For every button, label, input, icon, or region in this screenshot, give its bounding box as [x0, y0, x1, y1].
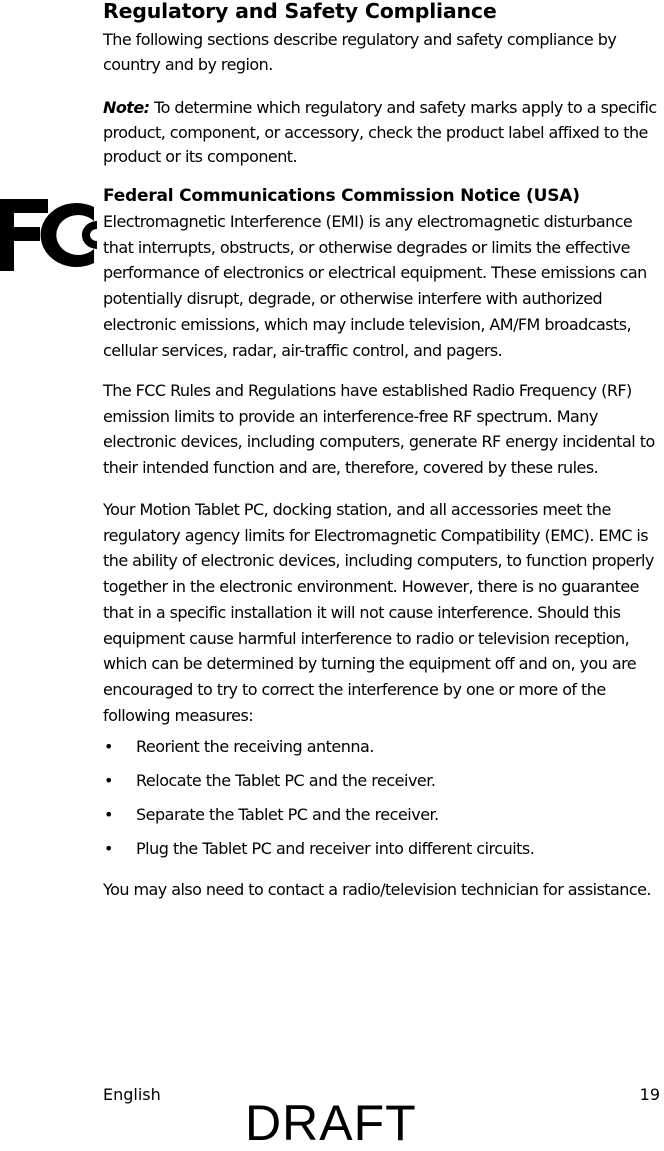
list-item: • Relocate the Tablet PC and the receiver.: [103, 767, 664, 801]
fcc-rules-paragraph: The FCC Rules and Regulations have established Radio Frequency (RF) emission limits to provide an interference-free RF spectrum. Many electronic devices, including computers, generate RF energy incidental to their intended function and are, therefore, covered by these rules.: [103, 381, 655, 478]
page-title: Regulatory and Safety Compliance: [103, 0, 497, 23]
emi-paragraph: Electromagnetic Interference (EMI) is any electromagnetic disturbance that interrupts, obstructs, or otherwise degrades or limits the effective performance of electronics or electrical equipment. These emissions can potentially disrupt, degrade, or otherwise interfere with authorized electronic emissions, which may include television, AM/FM broadcasts, cellular services, radar, air-traffic control, and pagers.: [103, 212, 647, 360]
draft-watermark: DRAFT: [245, 1095, 417, 1151]
bullet-icon: •: [104, 805, 113, 824]
emc-paragraph: Your Motion Tablet PC, docking station, and all accessories meet the regulatory agency limits for Electromagnetic Compatibility (EMC). EMC is the ability of electronic devices, including computers, to function properly together in the electronic environment. However, there is no guarantee that in a specific installation it will not cause interference. Should this equipment cause harmful interference to radio or television reception, which can be determined by turning the equipment off and on, you are encouraged to try to correct the interference by one or more of the following measures:: [103, 500, 654, 725]
bullet-icon: •: [104, 771, 113, 790]
measures-list: [103, 733, 664, 869]
footer-language: English: [103, 1085, 161, 1104]
intro-paragraph: The following sections describe regulatory and safety compliance by country and by region.: [103, 30, 617, 74]
closing-paragraph: You may also need to contact a radio/television technician for assistance.: [103, 880, 651, 899]
list-item: • Reorient the receiving antenna.: [103, 733, 664, 767]
list-item: • Separate the Tablet PC and the receiver.: [103, 801, 664, 835]
bullet-icon: •: [104, 737, 113, 756]
note-text: To determine which regulatory and safety marks apply to a specific product, component, or accessory, check the product label affixed to the product or its component.: [103, 98, 657, 166]
list-item: • Plug the Tablet PC and receiver into different circuits.: [103, 835, 664, 869]
fcc-section-heading: Federal Communications Commission Notice (USA): [103, 186, 580, 206]
note-paragraph: [103, 96, 664, 170]
bullet-icon: •: [104, 839, 113, 858]
footer-page-number: 19: [639, 1085, 660, 1104]
note-label: Note:: [103, 98, 150, 117]
fcc-logo-icon: [0, 199, 100, 271]
